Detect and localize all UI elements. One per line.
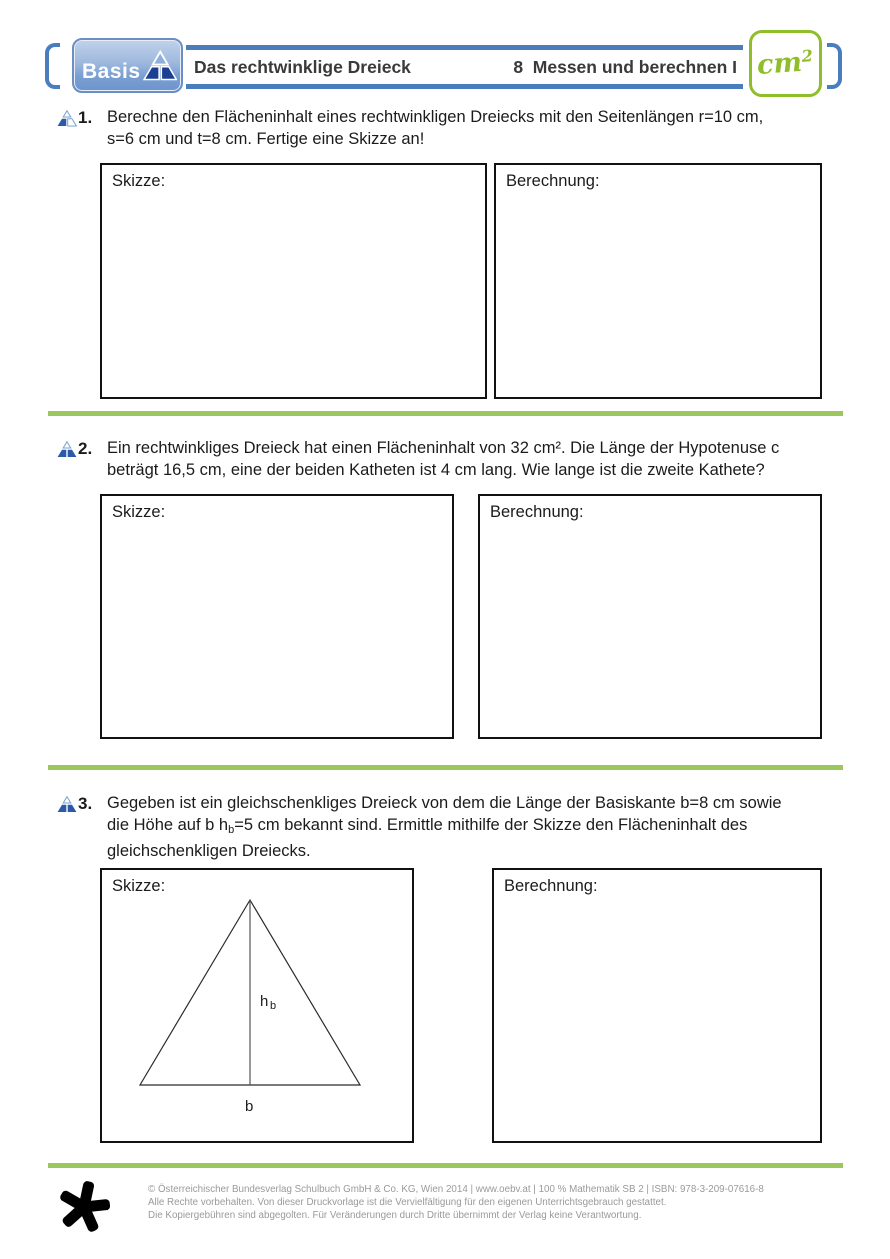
height-label: h — [260, 993, 269, 1010]
imprint-line: Alle Rechte vorbehalten. Von dieser Druckvorlage ist die Vervielfältigung für den eigenen Unterrichtsgebrauch gestattet. — [148, 1196, 667, 1208]
isosceles-triangle-sketch — [102, 870, 412, 1141]
left-bracket-decoration — [45, 43, 60, 89]
exercise-text — [107, 438, 779, 481]
exercise-text-line: Berechne den Flächeninhalt eines rechtwinkligen Dreiecks mit den Seitenlängen r=10 cm, — [107, 108, 764, 126]
exercise-text-line: beträgt 16,5 cm, eine der beiden Katheten ist 4 cm lang. Wie lange ist die zweite Kathete? — [107, 460, 765, 479]
pyramid-icon — [143, 45, 177, 87]
calculation-box-label: Berechnung: — [490, 503, 584, 521]
page-title: Das rechtwinklige Dreieck — [194, 56, 411, 77]
section-divider — [48, 765, 843, 770]
right-bracket-decoration — [827, 43, 842, 89]
exercise-text — [107, 107, 763, 150]
footer-divider — [48, 1163, 843, 1168]
calculation-box-label: Berechnung: — [504, 877, 598, 895]
sketch-box — [100, 494, 454, 739]
sketch-box-label: Skizze: — [112, 877, 166, 895]
height-label-subscript: b — [270, 1000, 277, 1012]
base-label: b — [245, 1098, 254, 1115]
subscript-b: b — [228, 823, 235, 836]
calculation-box-label: Berechnung: — [506, 172, 600, 190]
chapter-title: 8 Messen und berechnen I — [513, 56, 737, 77]
imprint-text — [148, 1184, 764, 1222]
exercise-text-line: Gegeben ist ein gleichschenkliges Dreieck von dem die Länge der Basiskante b=8 cm sowie — [107, 794, 782, 812]
cm2-handwritten-text: $cm^2$ — [756, 46, 814, 81]
calculation-box — [494, 163, 822, 399]
basis-badge-label: Basis — [82, 60, 141, 83]
exercise-number: 3. — [78, 794, 93, 813]
sketch-box — [100, 868, 414, 1143]
sketch-box-label: Skizze: — [112, 503, 166, 521]
exercise-text-line: die Höhe auf b $h_b=5$ cm bekannt sind. Ermittle mithilfe der Skizze den Flächeninhalt des — [107, 815, 748, 836]
cm2-unit-badge — [749, 30, 822, 97]
exercise-text-line: gleichschenkligen Dreiecks. — [107, 842, 311, 860]
imprint-line: Die Kopiergebühren sind abgegolten. Für Veränderungen durch Dritte übernimmt der Verlag keine Verantwortung. — [148, 1209, 642, 1221]
imprint-line: © Österreichischer Bundesverlag Schulbuch GmbH & Co. KG, Wien 2014 | www.oebv.at | 100 % Mathematik SB 2 | ISBN: 978-3-209-07616-8 — [148, 1184, 764, 1195]
exercise-text-line: Ein rechtwinkliges Dreieck hat einen Flächeninhalt von 32 cm². Die Länge der Hypotenuse c — [107, 439, 780, 457]
difficulty-pyramid-icon — [57, 796, 77, 813]
basis-level-badge — [72, 38, 183, 93]
exercise-number: 2. — [78, 439, 93, 458]
sketch-box-label: Skizze: — [112, 172, 166, 190]
sketch-box — [100, 163, 487, 399]
oebv-asterisk-logo — [56, 1177, 112, 1233]
difficulty-pyramid-icon — [57, 110, 77, 127]
calculation-box — [478, 494, 822, 739]
exercise-number: 1. — [78, 108, 93, 127]
exercise-text-line: s=6 cm und t=8 cm. Fertige eine Skizze an! — [107, 129, 425, 148]
section-divider — [48, 411, 843, 416]
difficulty-pyramid-icon — [57, 441, 77, 458]
exercise-text — [107, 793, 782, 863]
calculation-box — [492, 868, 822, 1143]
